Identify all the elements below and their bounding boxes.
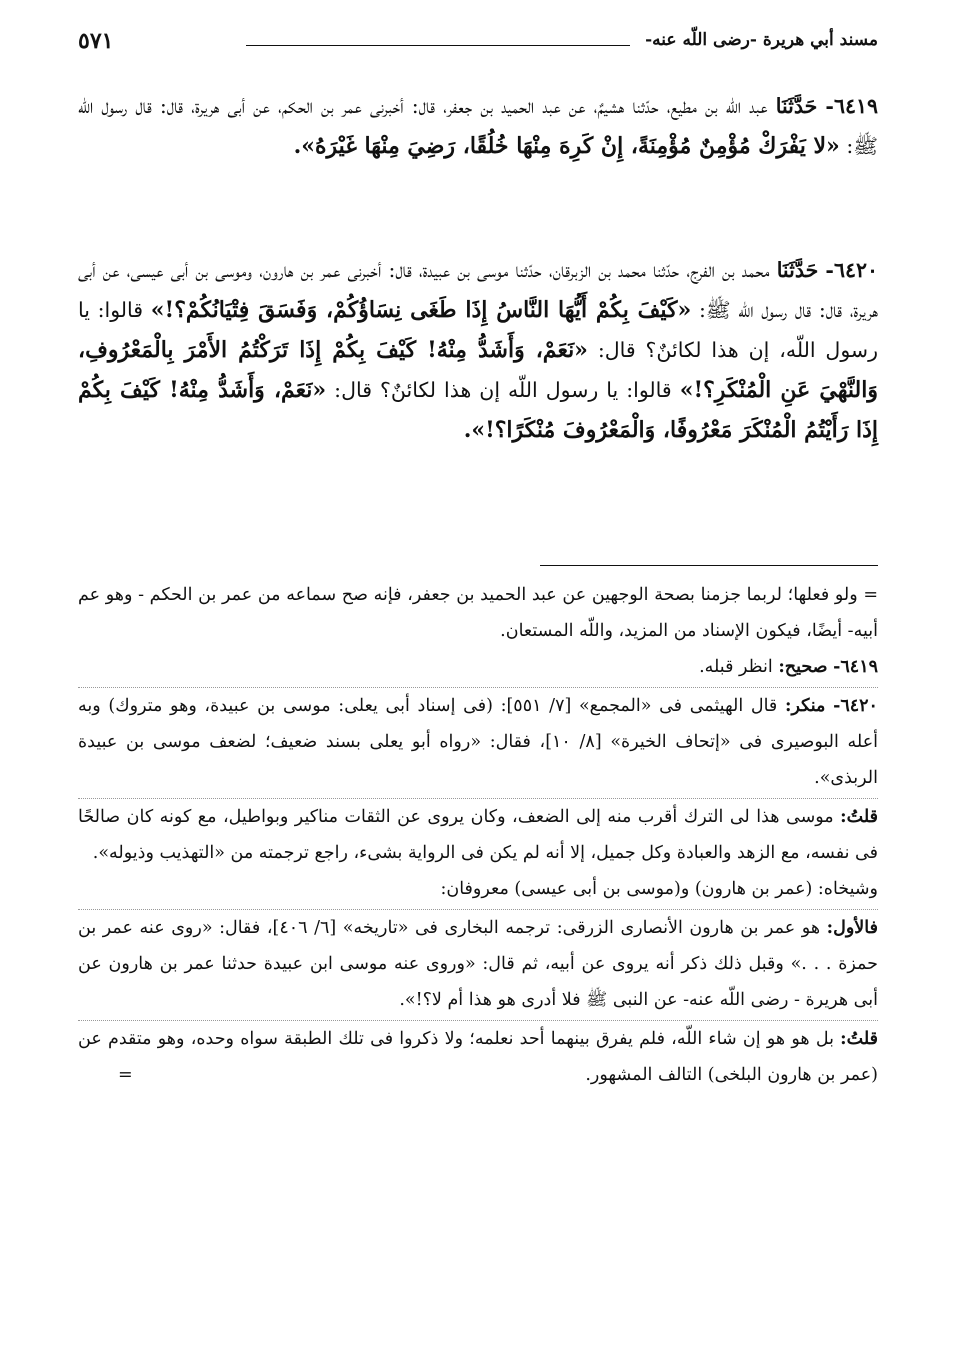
footnote-text: وشيخاه: (عمر بن هارون) و(موسى بن أبى عيسى) معروفان: <box>440 879 878 899</box>
isnad: محمد بن الفرج، حدّثنا محمد بن الزبرقان، حدّثنا موسى بن عبيدة، قال: أخبرنى عمر بن هارون، وموسى بن أبى عيسى، عن أبى هريرة، قال: قال رسول اللّه ﷺ: <box>78 258 878 322</box>
footnote-text: انظر قبله. <box>699 657 773 677</box>
hadith-6420 <box>78 250 878 450</box>
hadith-6419 <box>78 86 878 166</box>
continuation-mark: = <box>118 1065 133 1085</box>
narration-1: قالوا: يا رسول اللّه، إن هذا لكائنٌ؟ قال: <box>78 298 878 362</box>
footnote-6419 <box>78 649 878 685</box>
footnote-separator <box>540 565 878 566</box>
matn: «لا يَفْرَكْ مُؤْمِنٌ مُؤْمِنَةً، إِنْ كَرِهَ مِنْهَا خُلُقًا، رَضِيَ مِنْهَا غَيْرَهُ». <box>293 133 840 159</box>
haddathana: حَدَّثَنَا <box>775 94 818 118</box>
footnote-6420 <box>78 687 878 796</box>
hadith-number: ٦٤١٩- <box>825 94 878 118</box>
narration-2: قالوا: يا رسول اللّه إن هذا لكائنٌ؟ قال: <box>334 378 672 402</box>
footnote-qultu-2 <box>78 1020 878 1093</box>
footnote-text: قال الهيثمى فى «المجمع» [٧/ ٥٥١]: (فى إسناد أبى يعلى: موسى بن عبيدة، وهو متروك) وبه أعله البوصيرى فى «إتحاف الخيرة» [٨/ ١٠]، فقال: «رواه أبو يعلى بسند ضعيف؛ لضعف موسى بن عبيدة الربذى». <box>78 696 879 788</box>
matn-3: «نَعَمْ، وَأَشَدُّ مِنْهُ! كَيْفَ بِكُمْ إِذَا رَأَيْتُمُ الْمُنْكَرَ مَعْرُوفًا، وَالْمَعْرُوفَ مُنْكَرًا؟!». <box>78 377 878 443</box>
haddathana: حَدَّثَنَا <box>776 258 819 282</box>
footnote-continuation <box>78 577 878 649</box>
running-title: مسند أبي هريرة -رضى اللّه عنه- <box>645 30 878 50</box>
grade: منكر: <box>784 696 826 716</box>
qultu-label: قلتُ: <box>840 807 878 827</box>
footnote-number: ٦٤١٩- <box>833 657 878 677</box>
qultu-label: قلتُ: <box>840 1029 878 1049</box>
page-header <box>78 28 878 58</box>
footnote-number: ٦٤٢٠- <box>833 696 878 716</box>
footnote-awwal <box>78 909 878 1018</box>
header-rule <box>246 45 630 46</box>
footnote-shaykhs <box>78 871 878 907</box>
awwal-label: فالأول: <box>826 918 878 938</box>
footnote-text: موسى هذا لى الترك أقرب منه إلى الضعف، وكان يروى عن الثقات مناكير وبواطيل، مع كونه كان صالحًا فى نفسه، مع الزهد والعبادة وكل جميل، إلا أنه لم يكن فى الرواية بشىء، راجع ترجمته من «التهذيب وذيوله». <box>78 807 878 863</box>
hadith-number: ٦٤٢٠- <box>825 258 878 282</box>
isnad: عبد اللّه بن مطيع، حدّثنا هشيمٌ، عن عبد الحميد بن جعفر، قال: أخبرنى عمر بن الحكم، عن أبى هريرة، قال: قال رسول اللّه ﷺ: <box>78 94 878 158</box>
footnote-text: = ولو فعلها؛ لربما جزمنا بصحة الوجهين عن عبد الحميد بن جعفر، فإنه صح سماعه من عمر بن الحكم - وهو عم أبيه- أيضًا، فيكون الإسناد من المزيد، واللّه المستعان. <box>78 585 878 641</box>
footnote-qultu-1 <box>78 798 878 871</box>
footnote-text: بل هو هو إن شاء اللّه، فلم يفرق بينهما أحد نعلمه؛ ولا ذكروا فى تلك الطبقة سواه وحده، وهو متقدم عن (عمر بن هارون البلخى) التالف المشهور. <box>78 1029 878 1085</box>
matn-1: «كَيْفَ بِكُمْ أَيُّهَا النَّاسُ إِذَا طَغَى نِسَاؤُكُمْ، وَفَسَقَ فِتْيَانُكُمْ؟!» <box>150 297 692 323</box>
grade: صحيح: <box>778 657 828 677</box>
footnotes <box>78 577 878 1093</box>
matn-2: «نَعَمْ، وَأَشَدُّ مِنْهُ! كَيْفَ بِكُمْ إِذَا تَرَكْتُمُ الأَمْرَ بِالْمَعْرُوفِ، وَالنَّهْيَ عَنِ الْمُنْكَرِ؟!» <box>78 337 878 403</box>
footnote-text: هو عمر بن هارون الأنصارى الزرقى: ترجمه البخارى فى «تاريخه» [٦/ ٤٠٦]، فقال: «روى عنه عمر بن حمزة . . .» وقبل ذلك ذكر أنه يروى عن أبيه، ثم قال: «وروى عنه موسى ابن عبيدة حدثنا عمر بن هارون عن أبى هريرة - رضى اللّه عنه- عن النبى ﷺ فلا أدرى هو هذا أم لا؟!». <box>78 918 878 1010</box>
page-number: ٥٧١ <box>78 28 114 54</box>
